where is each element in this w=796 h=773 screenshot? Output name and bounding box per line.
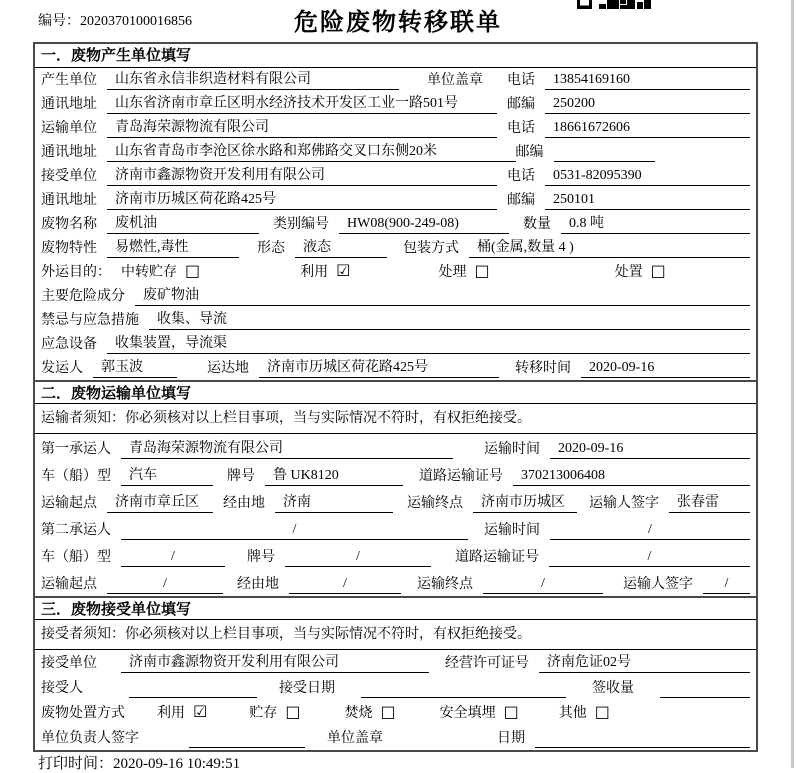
- vehicle-type-field: 汽车: [121, 466, 213, 486]
- waste-name-label: 废物名称: [41, 217, 97, 232]
- route-end-label: 运输终点: [407, 496, 463, 511]
- first-carrier-row: [35, 434, 756, 461]
- print-time-value: 2020-09-16 10:49:51: [113, 756, 241, 772]
- plate-label: 牌号: [227, 469, 255, 484]
- zip-label: 邮编: [507, 193, 535, 208]
- producer-address-row: [35, 92, 756, 116]
- second-carrier-label: 第二承运人: [41, 523, 111, 538]
- received-qty-label: 签收量: [592, 681, 634, 696]
- checkbox-icon: □: [185, 261, 201, 280]
- via-label: 经由地: [223, 496, 265, 511]
- address-label: 通讯地址: [41, 97, 97, 112]
- disposal-option-storage: 贮存 □: [249, 702, 301, 721]
- vehicle-type-label: 车（船）型: [41, 469, 111, 484]
- disposal-option-landfill: 安全填埋 □: [439, 702, 519, 721]
- packing-field: 桶(金属,数量 4 ): [469, 238, 750, 258]
- date-label: 日期: [497, 731, 525, 746]
- vehicle-type-label: 车（船）型: [41, 550, 111, 565]
- plate-label: 牌号: [247, 550, 275, 565]
- transporter-address-field: 山东省青岛市李沧区徐水路和郑佛路交叉口东侧20米: [107, 142, 516, 162]
- waste-props-field: 易燃性,毒性: [107, 238, 239, 258]
- zip-label: 邮编: [515, 145, 544, 160]
- checkbox-checked-icon: ☑: [193, 702, 208, 721]
- checkbox-icon: □: [594, 702, 610, 721]
- accept-date-label: 接受日期: [279, 681, 335, 696]
- receiver-label: 接受单位: [41, 169, 97, 184]
- form-label: 形态: [257, 241, 285, 256]
- transporter-row: [35, 116, 756, 140]
- taboo-label: 禁忌与应急措施: [41, 313, 139, 328]
- receiver-zip-field: 250101: [545, 190, 750, 210]
- manifest-form: [33, 42, 758, 752]
- road-permit-field: 370213006408: [513, 466, 750, 486]
- plate2-field: /: [285, 547, 431, 567]
- business-permit-label: 经营许可证号: [445, 656, 529, 671]
- form-field: 液态: [295, 238, 387, 258]
- phone-label: 电话: [507, 121, 535, 136]
- transporter-name-field: 青岛海荣源物流有限公司: [107, 118, 497, 138]
- zip-label: 邮编: [507, 97, 535, 112]
- via-field: 济南: [275, 493, 393, 513]
- quantity-field: 0.8 吨: [561, 214, 750, 234]
- print-time: [38, 752, 240, 773]
- route-start2-field: /: [107, 574, 223, 594]
- disposal-method-row: [35, 700, 756, 725]
- receiver-row: [35, 164, 756, 188]
- route-end2-field: /: [483, 574, 603, 594]
- receiver-phone-field: 0531-82095390: [545, 166, 750, 186]
- purpose-option-treat: 处理 □: [438, 261, 490, 280]
- waste-name-field: 废机油: [107, 214, 259, 234]
- accept-date-field: [361, 697, 566, 698]
- vehicle2-row: [35, 542, 756, 569]
- producer-label: 产生单位: [41, 73, 97, 88]
- recipient-field: [129, 697, 257, 698]
- second-carrier-field: /: [121, 520, 468, 540]
- purpose-row: [35, 260, 756, 284]
- plate-field: 鲁 UK8120: [265, 466, 403, 486]
- checkbox-icon: □: [285, 702, 301, 721]
- waste-props-row: [35, 236, 756, 260]
- transport-time-field: 2020-09-16: [550, 439, 750, 459]
- transporter-phone-field: 18661672606: [545, 118, 750, 138]
- disposal-method-label: 废物处置方式: [41, 706, 125, 721]
- transfer-time-field: 2020-09-16: [581, 358, 750, 378]
- hazard-field: 废矿物油: [135, 286, 750, 306]
- recipient-label: 接受人: [41, 681, 83, 696]
- purpose-option-storage: 中转贮存 □: [121, 261, 201, 280]
- transporter-address-row: [35, 140, 756, 164]
- vehicle-type2-field: /: [121, 547, 225, 567]
- transporter-sign-label: 运输人签字: [623, 577, 693, 592]
- transporter-notice: 运输者须知：你必须核对以上栏目事项，当与实际情况不符时，有权拒绝接受。: [35, 404, 756, 434]
- second-carrier-row: [35, 515, 756, 542]
- road-permit2-field: /: [549, 547, 750, 567]
- receiver-address-field: 济南市历城区荷花路425号: [107, 190, 497, 210]
- window-edge: [791, 0, 794, 768]
- route-start-label: 运输起点: [41, 577, 97, 592]
- section1-header: 一．废物产生单位填写: [35, 44, 756, 68]
- transporter-zip-field: [554, 161, 655, 162]
- receiver-notice: 接受者须知：你必须核对以上栏目事项，当与实际情况不符时，有权拒绝接受。: [35, 620, 756, 650]
- route-end-field: 济南市历城区: [473, 493, 577, 513]
- route-end-label: 运输终点: [417, 577, 473, 592]
- producer-name-field: 山东省永信非织造材料有限公司: [107, 70, 399, 90]
- phone-label: 电话: [507, 169, 535, 184]
- hazard-label: 主要危险成分: [41, 289, 125, 304]
- receiver-name-field: 济南市鑫源物资开发利用有限公司: [107, 166, 497, 186]
- taboo-row: [35, 308, 756, 332]
- unit-seal-label: 单位盖章: [327, 731, 383, 746]
- checkbox-checked-icon: ☑: [336, 261, 351, 280]
- unit-seal-label: 单位盖章: [427, 73, 483, 88]
- received-qty-field: [660, 697, 750, 698]
- producer-address-field: 山东省济南市章丘区明水经济技术开发区工业一路501号: [107, 94, 497, 114]
- taboo-field: 收集、导流: [149, 310, 750, 330]
- transporter-sign-label: 运输人签字: [589, 496, 659, 511]
- section2-header: 二．废物运输单位填写: [35, 380, 756, 404]
- transporter-label: 运输单位: [41, 121, 97, 136]
- producer-zip-field: 250200: [545, 94, 750, 114]
- responsible-sign-field: [189, 747, 305, 748]
- checkbox-icon: □: [474, 261, 490, 280]
- responsible-sign-label: 单位负责人签字: [41, 731, 139, 746]
- vehicle1-row: [35, 461, 756, 488]
- address-label: 通讯地址: [41, 193, 97, 208]
- accepting-unit-field: 济南市鑫源物资开发利用有限公司: [121, 653, 429, 673]
- category-code-label: 类别编号: [273, 217, 329, 232]
- accepting-unit-row: [35, 650, 756, 675]
- page-title: 危险废物转移联单: [294, 10, 502, 36]
- address-label: 通讯地址: [41, 145, 97, 160]
- transport-time-label: 运输时间: [484, 442, 540, 457]
- doc-number-label: 编号：: [38, 14, 80, 29]
- waste-props-label: 废物特性: [41, 241, 97, 256]
- route2-row: [35, 569, 756, 596]
- producer-row: [35, 68, 756, 92]
- purpose-option-dispose: 处置 □: [614, 261, 666, 280]
- transport-time2-field: /: [550, 520, 750, 540]
- section3-header: 三．废物接受单位填写: [35, 596, 756, 620]
- transporter-sign-field: 张春雷: [669, 493, 750, 513]
- checkbox-icon: □: [650, 261, 666, 280]
- accepting-unit-label: 接受单位: [41, 656, 97, 671]
- purpose-option-utilize: 利用 ☑: [300, 261, 351, 280]
- route-start-field: 济南市章丘区: [107, 493, 213, 513]
- category-code-field: HW08(900-249-08): [339, 214, 509, 234]
- waste-name-row: [35, 212, 756, 236]
- transport-time-label: 运输时间: [484, 523, 540, 538]
- packing-label: 包装方式: [403, 241, 459, 256]
- equipment-label: 应急设备: [41, 337, 97, 352]
- hazard-row: [35, 284, 756, 308]
- destination-field: 济南市历城区荷花路425号: [259, 358, 499, 378]
- equipment-field: 收集装置，导流渠: [107, 334, 750, 354]
- dispatcher-field: 郭玉波: [93, 358, 177, 378]
- road-permit-label: 道路运输证号: [455, 550, 539, 565]
- checkbox-icon: □: [503, 702, 519, 721]
- destination-label: 运达地: [207, 361, 249, 376]
- equipment-row: [35, 332, 756, 356]
- recipient-row: [35, 675, 756, 700]
- disposal-option-other: 其他 □: [558, 702, 610, 721]
- disposal-option-utilize: 利用 ☑: [157, 702, 208, 721]
- quantity-label: 数量: [523, 217, 551, 232]
- business-permit-field: 济南危证02号: [539, 653, 750, 673]
- phone-label: 电话: [507, 73, 535, 88]
- road-permit-label: 道路运输证号: [419, 469, 503, 484]
- purpose-label: 外运目的：: [41, 265, 111, 280]
- disposal-option-incinerate: 焚烧 □: [344, 702, 396, 721]
- via-label: 经由地: [237, 577, 279, 592]
- qr-code-fragment-icon: [577, 0, 651, 9]
- via2-field: /: [289, 574, 401, 594]
- first-carrier-field: 青岛海荣源物流有限公司: [121, 439, 453, 459]
- responsible-sign-row: [35, 725, 756, 750]
- date-field: [535, 747, 750, 748]
- transporter-sign2-field: /: [703, 574, 750, 594]
- route1-row: [35, 488, 756, 515]
- transfer-time-label: 转移时间: [515, 361, 571, 376]
- first-carrier-label: 第一承运人: [41, 442, 111, 457]
- producer-phone-field: 13854169160: [545, 70, 750, 90]
- receiver-address-row: [35, 188, 756, 212]
- dispatch-row: [35, 356, 756, 380]
- route-start-label: 运输起点: [41, 496, 97, 511]
- print-time-label: 打印时间：: [38, 756, 114, 772]
- dispatcher-label: 发运人: [41, 361, 83, 376]
- checkbox-icon: □: [380, 702, 396, 721]
- doc-number-value: 2020370100016856: [80, 14, 192, 29]
